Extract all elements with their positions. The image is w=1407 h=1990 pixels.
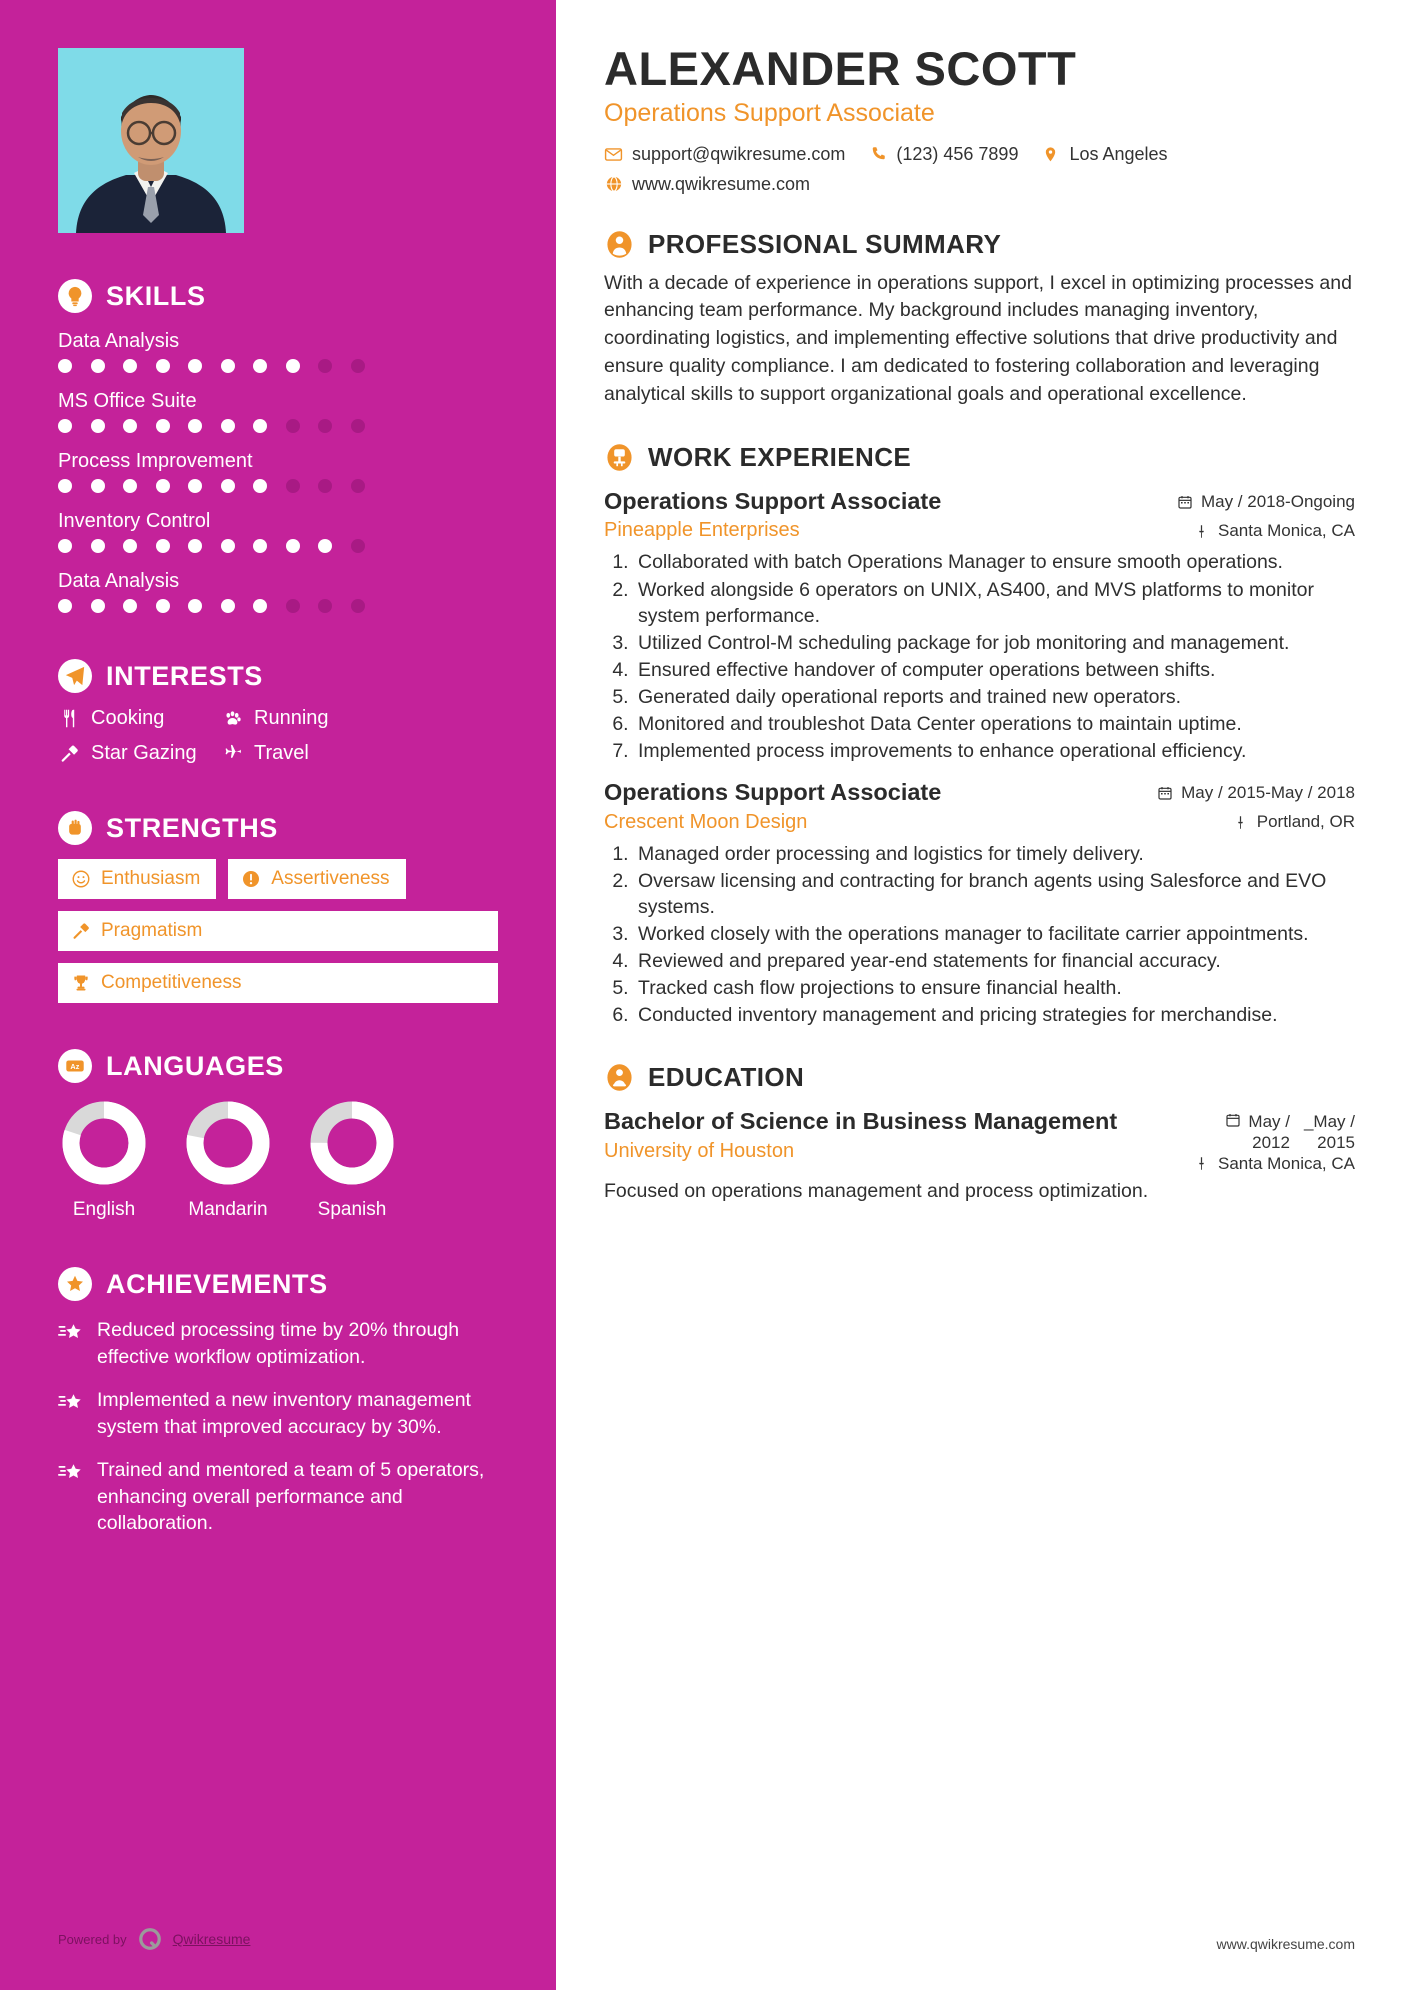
skill-dot [91, 539, 105, 553]
achievement-item [58, 1457, 498, 1538]
job-title: Operations Support Associate [604, 488, 942, 515]
contact-text: support@qwikresume.com [632, 143, 846, 164]
achievement-item [58, 1387, 498, 1441]
skill-dot [221, 479, 235, 493]
skill-dot [286, 479, 300, 493]
skill-dot [253, 599, 267, 613]
strength-chip [58, 963, 498, 1003]
skill-label: Inventory Control [58, 510, 211, 532]
skill-dot [221, 599, 235, 613]
cutlery-icon [58, 708, 80, 730]
skills-list [58, 330, 498, 613]
sidebar-footer [58, 1926, 250, 1952]
job-company: Pineapple Enterprises [604, 519, 800, 542]
fist-icon [58, 811, 92, 845]
skill-rating [58, 539, 498, 553]
strengths-list [58, 859, 498, 1003]
qwikresume-link[interactable]: Qwikresume [172, 1931, 251, 1947]
hammer-icon [71, 921, 91, 941]
education-location-text: Santa Monica, CA [1217, 1153, 1355, 1173]
skill-dot [123, 419, 137, 433]
globe-icon [604, 175, 623, 194]
shooting-star-icon [58, 1461, 84, 1490]
skill-dot [123, 479, 137, 493]
qwikresume-logo-icon [137, 1926, 163, 1952]
skill-dot [318, 539, 332, 553]
hammer-icon [58, 743, 80, 765]
skill-dot [286, 359, 300, 373]
language-donut [308, 1099, 396, 1187]
calendar-icon [1177, 494, 1193, 510]
interest-item [58, 707, 221, 730]
achievement-text: Reduced processing time by 20% through effective workflow optimization. [97, 1319, 460, 1368]
experience-entry [604, 487, 1355, 764]
paper-plane-icon [58, 659, 92, 693]
graduate-icon [604, 1062, 635, 1093]
education-start-month: May / [1248, 1112, 1290, 1132]
contact-text: www.qwikresume.com [632, 173, 811, 194]
skill-dot [58, 599, 72, 613]
job-date [1155, 492, 1355, 512]
achievement-text: Trained and mentored a team of 5 operators, enhancing overall performance and collaboration. [97, 1458, 485, 1535]
strength-chip [58, 859, 216, 899]
experience-bullet: 6. Conducted inventory management and pricing strategies for merchandise. [634, 1002, 1355, 1028]
experience-bullet: 2. Worked alongside 6 operators on UNIX, AS400, and MVS platforms to monitor system performance. [634, 577, 1355, 629]
skill-dot [91, 479, 105, 493]
skill-dot [58, 479, 72, 493]
skill-dot [123, 359, 137, 373]
strength-chip [228, 859, 405, 899]
skill-dot [156, 479, 170, 493]
education-location [1155, 1154, 1355, 1174]
contact-email[interactable] [604, 144, 845, 165]
sidebar [0, 0, 556, 1990]
airplane-icon [221, 743, 243, 765]
experience-bullet: 2. Oversaw licensing and contracting for branch agents using Salesforce and EVO systems. [634, 868, 1355, 920]
strength-label: Pragmatism [101, 920, 203, 941]
skill-dot [58, 539, 72, 553]
contact-phone[interactable] [868, 144, 1018, 165]
skill-rating [58, 479, 498, 493]
experience-bullet: 6. Monitored and troubleshot Data Center operations to maintain uptime. [634, 711, 1355, 737]
job-date [1155, 783, 1355, 803]
experience-bullets [634, 841, 1355, 1029]
skill-dot [156, 359, 170, 373]
job-date-text: May / 2018-Ongoing [1200, 492, 1355, 512]
page-title: ALEXANDER SCOTT [604, 42, 1077, 95]
pin-icon [1233, 814, 1249, 830]
skill-item [58, 510, 498, 553]
achievement-text: Implemented a new inventory management system that improved accuracy by 30%. [97, 1388, 471, 1438]
paw-icon [221, 708, 243, 730]
education-end-month: _May / [1303, 1112, 1355, 1132]
interest-item [221, 707, 498, 730]
skill-dot [286, 599, 300, 613]
strengths-header [58, 811, 498, 845]
translate-icon [58, 1049, 92, 1083]
shooting-star-icon [58, 1321, 84, 1350]
job-company: Crescent Moon Design [604, 810, 808, 833]
skill-dot [91, 359, 105, 373]
summary-header [604, 229, 1355, 260]
shooting-star-icon [58, 1391, 84, 1420]
education-description: Focused on operations management and process optimization. [604, 1179, 1149, 1202]
contact-info [604, 144, 1355, 195]
job-location [1155, 521, 1355, 541]
skill-dot [188, 479, 202, 493]
skill-rating [58, 599, 498, 613]
contact-globe[interactable] [604, 174, 810, 195]
achievements-header [58, 1267, 498, 1301]
skill-dot [188, 599, 202, 613]
skill-dot [221, 419, 235, 433]
interest-label: Cooking [91, 707, 165, 729]
experience-header [604, 442, 1355, 473]
experience-bullet: 1. Managed order processing and logistics for timely delivery. [634, 841, 1355, 867]
languages-list [58, 1099, 498, 1221]
achievements-title: ACHIEVEMENTS [106, 1268, 328, 1299]
skill-label: Data Analysis [58, 330, 180, 352]
education-entry [604, 1107, 1355, 1202]
skill-item [58, 330, 498, 373]
experience-bullet: 1. Collaborated with batch Operations Manager to ensure smooth operations. [634, 549, 1355, 575]
languages-header [58, 1049, 498, 1083]
strengths-title: STRENGTHS [106, 812, 278, 843]
calendar-icon [1225, 1112, 1241, 1133]
education-header [604, 1062, 1355, 1093]
location-pin-icon [1041, 145, 1060, 164]
skill-dot [58, 419, 72, 433]
skill-label: Data Analysis [58, 570, 180, 592]
skill-rating [58, 419, 498, 433]
experience-list [604, 487, 1355, 1028]
skill-dot [123, 599, 137, 613]
job-location [1155, 812, 1355, 832]
experience-bullet: 3. Utilized Control-M scheduling package for job monitoring and management. [634, 630, 1355, 656]
interest-label: Travel [254, 742, 309, 764]
interest-label: Star Gazing [91, 742, 197, 764]
language-label: English [72, 1199, 136, 1220]
skill-dot [318, 419, 332, 433]
skill-dot [156, 419, 170, 433]
school-name: University of Houston [604, 1139, 795, 1162]
experience-bullet: 4. Ensured effective handover of computer operations between shifts. [634, 657, 1355, 683]
main-footer-url: www.qwikresume.com [1216, 1936, 1355, 1952]
language-donut [60, 1099, 148, 1187]
job-location-text: Portland, OR [1256, 812, 1355, 832]
skill-dot [318, 359, 332, 373]
strength-label: Competitiveness [101, 972, 242, 993]
skill-dot [286, 419, 300, 433]
contact-text: Los Angeles [1069, 143, 1168, 164]
main-content [556, 0, 1407, 1990]
skill-dot [351, 359, 365, 373]
skill-dot [156, 599, 170, 613]
language-item [306, 1099, 398, 1221]
skills-title: SKILLS [106, 280, 206, 311]
contact-text: (123) 456 7899 [896, 143, 1019, 164]
experience-bullet: 3. Worked closely with the operations manager to facilitate carrier appointments. [634, 921, 1355, 947]
job-date-text: May / 2015-May / 2018 [1181, 783, 1355, 803]
skill-dot [318, 599, 332, 613]
skill-dot [286, 539, 300, 553]
achievement-item [58, 1317, 498, 1371]
person-icon [604, 229, 635, 260]
experience-bullet: 4. Reviewed and prepared year-end statements for financial accuracy. [634, 948, 1355, 974]
skill-dot [253, 359, 267, 373]
contact-row-secondary [604, 174, 1355, 195]
skill-dot [221, 539, 235, 553]
skill-label: Process Improvement [58, 450, 253, 472]
interest-item [221, 742, 498, 765]
skill-item [58, 450, 498, 493]
skill-label: MS Office Suite [58, 390, 197, 412]
skill-dot [91, 419, 105, 433]
svg-text:A: A [70, 1062, 76, 1072]
education-start-year: 2012 [1252, 1133, 1290, 1153]
skill-dot [351, 599, 365, 613]
languages-title: LANGUAGES [106, 1050, 284, 1081]
skill-dot [253, 539, 267, 553]
skill-dot [221, 359, 235, 373]
interests-list [58, 707, 498, 765]
interests-title: INTERESTS [106, 660, 263, 691]
skill-dot [58, 359, 72, 373]
skill-dot [188, 359, 202, 373]
education-title: EDUCATION [648, 1062, 805, 1093]
language-item [58, 1099, 150, 1221]
office-chair-icon [604, 442, 635, 473]
experience-bullet: 7. Implemented process improvements to enhance operational efficiency. [634, 738, 1355, 764]
svg-text:z: z [75, 1062, 80, 1072]
job-role-subtitle: Operations Support Associate [604, 98, 935, 127]
skill-dot [123, 539, 137, 553]
language-label: Mandarin [188, 1199, 268, 1220]
skill-rating [58, 359, 498, 373]
powered-by-label: Powered by [58, 1931, 127, 1947]
education-date [1155, 1112, 1355, 1153]
skill-dot [318, 479, 332, 493]
experience-entry [604, 778, 1355, 1028]
experience-bullet: 5. Generated daily operational reports and trained new operators. [634, 684, 1355, 710]
trophy-icon [71, 973, 91, 993]
skill-dot [156, 539, 170, 553]
summary-title: PROFESSIONAL SUMMARY [648, 228, 1002, 259]
strength-label: Enthusiasm [101, 868, 201, 889]
experience-bullet: 5. Tracked cash flow projections to ensure financial health. [634, 975, 1355, 1001]
job-title: Operations Support Associate [604, 779, 942, 806]
skill-item [58, 390, 498, 433]
achievements-list [58, 1317, 498, 1537]
skill-dot [253, 479, 267, 493]
pin-icon [1194, 523, 1210, 539]
language-item [182, 1099, 274, 1221]
interest-item [58, 742, 221, 765]
skill-item [58, 570, 498, 613]
smiley-icon [71, 869, 91, 889]
strength-chip [58, 911, 498, 951]
contact-location-pin[interactable] [1041, 144, 1167, 165]
job-location-text: Santa Monica, CA [1217, 521, 1355, 541]
calendar-icon [1157, 785, 1173, 801]
skill-dot [188, 539, 202, 553]
exclamation-icon [241, 869, 261, 889]
language-label: Spanish [317, 1199, 387, 1220]
experience-bullets [634, 549, 1355, 764]
skill-dot [351, 419, 365, 433]
skill-dot [253, 419, 267, 433]
phone-icon [868, 145, 887, 164]
star-badge-icon [58, 1267, 92, 1301]
lightbulb-icon [58, 279, 92, 313]
skill-dot [351, 479, 365, 493]
pin-icon [1194, 1156, 1210, 1172]
avatar [58, 48, 244, 233]
skill-dot [351, 539, 365, 553]
degree-title: Bachelor of Science in Business Management [604, 1108, 1118, 1135]
interests-header [58, 659, 498, 693]
avatar-portrait [58, 83, 244, 233]
language-donut [184, 1099, 272, 1187]
education-end-year: 2015 [1317, 1133, 1355, 1153]
interest-label: Running [254, 707, 329, 729]
email-icon [604, 145, 623, 164]
contact-row-primary [604, 144, 1355, 165]
skill-dot [91, 599, 105, 613]
skills-header [58, 279, 498, 313]
strength-label: Assertiveness [271, 868, 390, 889]
summary-text: With a decade of experience in operations support, I excel in optimizing processes and enhancing team performance. My background includes managing inventory, coordinating logistics, and implementing effective solutions that drive productivity and ensure quality compliance. I am dedicated to fostering collaboration and leveraging analytical skills to support organizational goals and operational excellence. [604, 271, 1352, 405]
experience-title: WORK EXPERIENCE [648, 442, 912, 473]
skill-dot [188, 419, 202, 433]
